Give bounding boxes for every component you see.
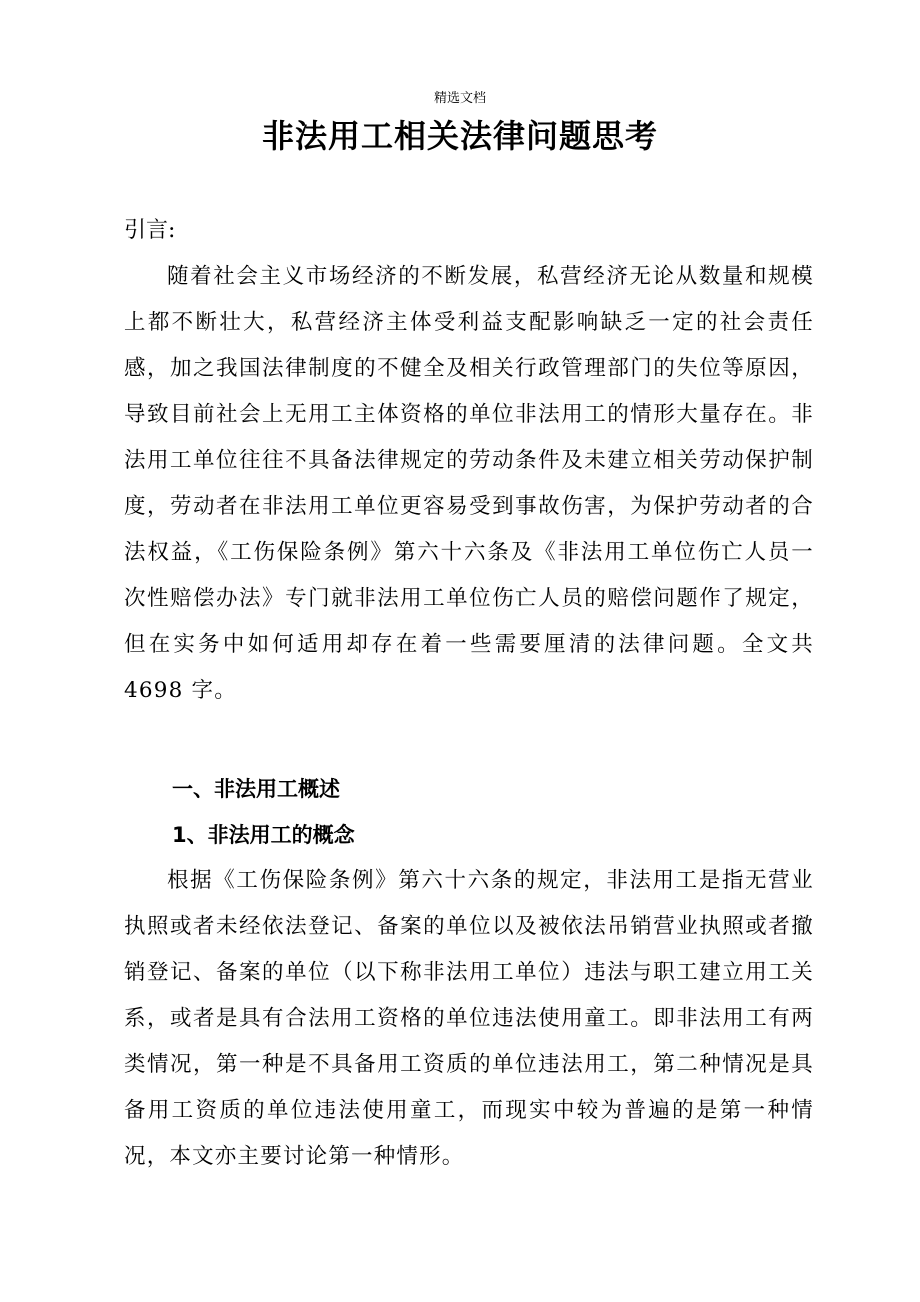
section-spacer [124, 714, 814, 766]
intro-paragraph: 随着社会主义市场经济的不断发展，私营经济无论从数量和规模上都不断壮大，私营经济主体受利益支配影响缺乏一定的社会责任感，加之我国法律制度的不健全及相关行政管理部门的失位等原因，导致目前社会上无用工主体资格的单位非法用工的情形大量存在。非法用工单位往往不具备法律规定的劳动条件及未建立相关劳动保护制度，劳动者在非法用工单位更容易受到事故伤害，为保护劳动者的合法权益，《工伤保险条例》第六十六条及《非法用工单位伤亡人员一次性赔偿办法》专门就非法用工单位伤亡人员的赔偿问题作了规定，但在实务中如何适用却存在着一些需要厘清的法律问题。全文共 4698 字。 [124, 264, 814, 703]
header-label: 精选文档 [433, 91, 486, 106]
document-body [124, 208, 814, 1180]
subsection-1-paragraph: 根据《工伤保险条例》第六十六条的规定，非法用工是指无营业执照或者未经依法登记、备案的单位以及被依法吊销营业执照或者撤销登记、备案的单位（以下称非法用工单位）违法与职工建立用工关系，或者是具有合法用工资格的单位违法使用童工。即非法用工有两类情况，第一种是不具备用工资质的单位违法用工，第二种情况是具备用工资质的单位违法使用童工，而现实中较为普遍的是第一种情况，本文亦主要讨论第一种情形。 [124, 868, 814, 1169]
section-1-heading: 一、非法用工概述 [172, 777, 340, 801]
intro-label: 引言: [124, 218, 176, 243]
document-title: 非法用工相关法律问题思考 [261, 117, 658, 155]
subsection-1-heading: 1、非法用工的概念 [172, 823, 355, 847]
